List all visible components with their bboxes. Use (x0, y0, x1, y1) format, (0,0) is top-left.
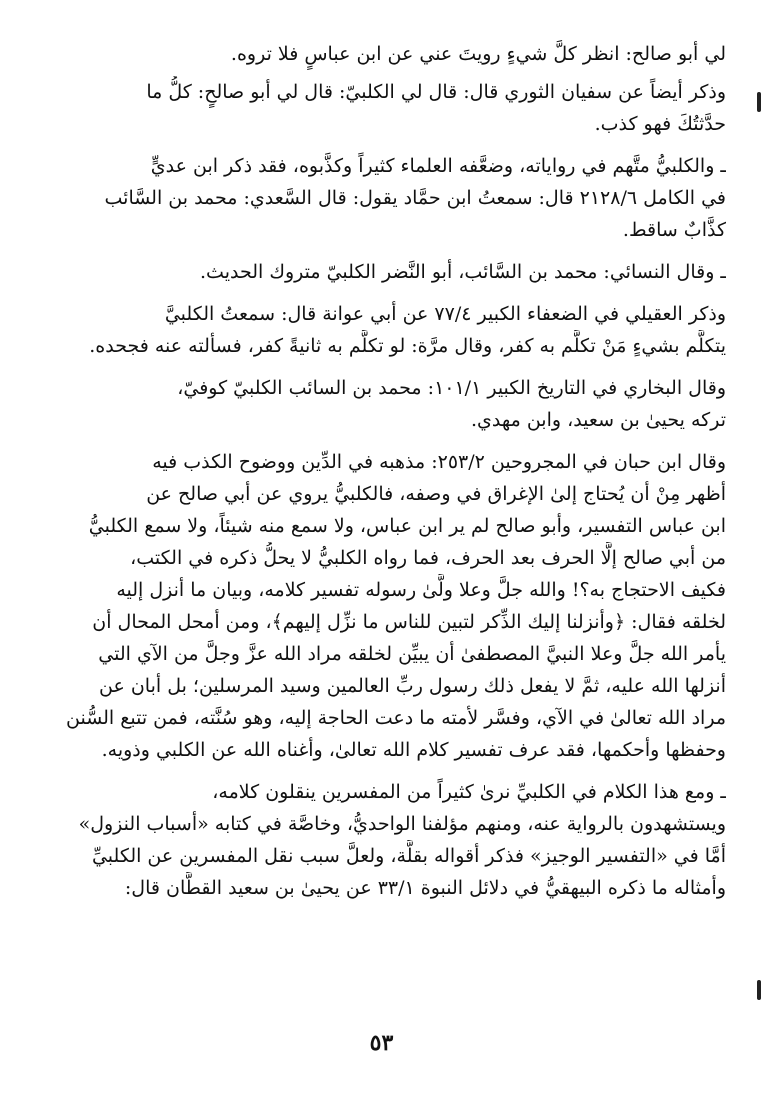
text-line: ـ ومع هذا الكلام في الكلبيِّ نرىٰ كثيراً من المفسرين ينقلون كلامه، (212, 781, 726, 803)
text-line: لخلقه فقال: ﴿وأنزلنا إليك الذِّكر لتبين للناس ما نزِّل إليهم﴾، ومن أمحل المحال أن (92, 611, 726, 633)
text-line: يتكلَّم بشيءٍ مَنْ تكلَّم به كفر، وقال مرَّة: لو تكلَّم به ثانيةً كفر، فسألته عنه فجحده. (89, 335, 726, 357)
text-line: أظهر مِنْ أن يُحتاج إلىٰ الإغراق في وصفه، فالكلبيُّ يروي عن أبي صالح عن (146, 483, 726, 505)
text-line: أمَّا في «التفسير الوجيز» فذكر أقواله بقلَّة، ولعلَّ سبب نقل المفسرين عن الكلبيِّ (91, 845, 726, 867)
paragraph (66, 38, 726, 70)
text-line: ويستشهدون بالرواية عنه، ومنهم مؤلفنا الواحديُّ، وخاصَّة في كتابه «أسباب النزول» (78, 813, 726, 835)
text-line: وقال ابن حبان في المجروحين ٢٥٣/٢: مذهبه في الدِّين ووضوح الكذب فيه (152, 451, 726, 473)
text-line: أنزلها الله عليه، ثمَّ لا يفعل ذلك رسول ربِّ العالمين وسيد المرسلين؛ بل أبان عن (99, 675, 726, 697)
paragraph (66, 298, 726, 362)
text-line: فكيف الاحتجاج به؟! والله جلَّ وعلا ولَّىٰ رسوله تفسير كلامه، وبيان ما أنزل إليه (116, 579, 726, 601)
text-line: وقال البخاري في التاريخ الكبير ١٠١/١: محمد بن السائب الكلبيّ كوفيّ، (177, 377, 726, 399)
paragraph (66, 150, 726, 246)
paragraph (66, 256, 726, 288)
text-line: وذكر العقيلي في الضعفاء الكبير ٧٧/٤ عن أبي عوانة قال: سمعتُ الكلبيَّ (164, 303, 726, 325)
text-line: ـ وقال النسائي: محمد بن السَّائب، أبو النَّضر الكلبيّ متروك الحديث. (200, 261, 726, 283)
text-line: في الكامل ٢١٢٨/٦ قال: سمعتُ ابن حمَّاد يقول: قال السَّعدي: محمد بن السَّائب (104, 187, 726, 209)
page-number: ٥٣ (369, 1030, 394, 1056)
scan-edge-mark (757, 92, 761, 112)
paragraph (66, 776, 726, 904)
page-body (66, 38, 726, 914)
text-line: وذكر أيضاً عن سفيان الثوري قال: قال لي الكلبيّ: قال لي أبو صالحٍ: كلُّ ما (146, 81, 726, 103)
text-line: وأمثاله ما ذكره البيهقيُّ في دلائل النبوة ٣٣/١ عن يحيىٰ بن سعيد القطَّان قال: (124, 877, 726, 899)
scan-edge-mark (757, 980, 761, 1000)
paragraph (66, 372, 726, 436)
text-line: من أبي صالح إلَّا الحرف بعد الحرف، فما رواه الكلبيُّ لا يحلُّ ذكره في الكتب، (130, 547, 726, 569)
text-line: وحفظها وأحكمها، فقد عرف تفسير كلام الله تعالىٰ، وأغناه الله عن الكلبي وذويه. (101, 739, 726, 761)
text-line: لي أبو صالح: انظر كلَّ شيءٍ رويتَ عني عن ابن عباسٍ فلا تروه. (230, 43, 726, 65)
text-line: ـ والكلبيُّ متَّهم في رواياته، وضعَّفه العلماء كثيراً وكذَّبوه، فقد ذكر ابن عديٍّ (150, 155, 726, 177)
text-line: مراد الله تعالىٰ في الآي، وفسَّر لأمته ما دعت الحاجة إليه، وهو سُنَّته، فمن تتبع السُّنن (66, 707, 726, 729)
paragraph (66, 76, 726, 140)
text-line: حدَّثتُكَ فهو كذب. (594, 113, 726, 135)
text-line: تركه يحيىٰ بن سعيد، وابن مهدي. (470, 409, 726, 431)
paragraph (66, 446, 726, 766)
text-line: كذَّابٌ ساقط. (622, 219, 726, 241)
text-line: ابن عباس التفسير، وأبو صالح لم ير ابن عباس، ولا سمع منه شيئاً، ولا سمع الكلبيُّ (88, 515, 726, 537)
text-line: يأمر الله جلَّ وعلا النبيَّ المصطفىٰ أن يبيِّن لخلقه مراد الله عزَّ وجلَّ من الآي التي (98, 643, 726, 665)
